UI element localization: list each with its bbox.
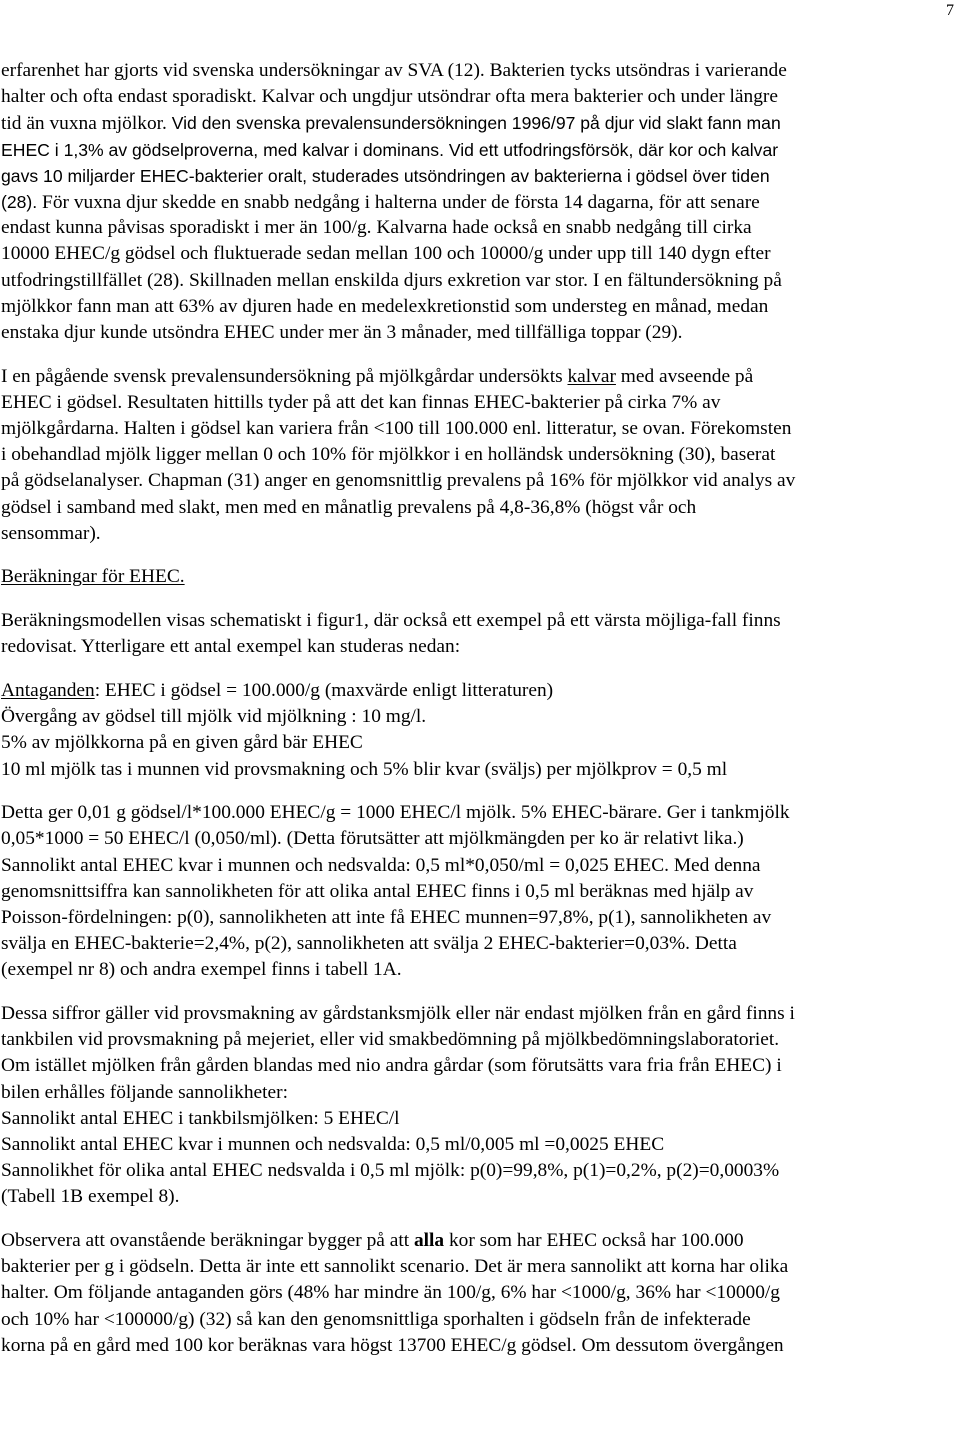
text-line — [1, 1106, 959, 1132]
text-line — [1, 853, 959, 879]
paragraph-gap — [1, 660, 959, 678]
text-line — [1, 1080, 959, 1106]
text-span: Beräkningar för EHEC. — [1, 566, 185, 588]
text-line — [1, 495, 959, 521]
text-span: korna på en gård med 100 kor beräknas vara högst 13700 EHEC/g gödsel. Om dessutom övergången — [1, 1334, 784, 1356]
text-span: EHEC i gödsel. Resultaten hittills tyder på att det kan finnas EHEC-bakterier på cirka 7% av — [1, 391, 721, 413]
text-line — [1, 320, 959, 346]
text-line — [1, 931, 959, 957]
text-span: 10000 EHEC/g gödsel och fluktuerade sedan mellan 100 och 10000/g under upp till 140 dygn efter — [1, 243, 771, 265]
text-span: gavs 10 miljarder EHEC-bakterier oralt, studerades utsöndringen av bakterierna i gödsel över tiden — [1, 165, 770, 186]
text-line — [1, 634, 959, 660]
text-line — [1, 1280, 959, 1306]
paragraph — [1, 608, 959, 660]
text-span: Övergång av gödsel till mjölk vid mjölkning : 10 mg/l. — [1, 706, 427, 728]
paragraph — [1, 364, 959, 547]
text-span: erfarenhet har gjorts vid svenska undersökningar av SVA (12). Bakterien tycks utsöndras i varierande — [1, 60, 787, 81]
text-line — [1, 215, 959, 241]
text-line — [1, 241, 959, 267]
paragraph — [1, 564, 959, 590]
text-span: 5% av mjölkkorna på en given gård bär EHEC — [1, 732, 363, 754]
text-span: (exempel nr 8) och andra exempel finns i tabell 1A. — [1, 959, 402, 981]
text-span: bilen erhålles följande sannolikheter: — [1, 1081, 288, 1103]
paragraph-gap — [1, 591, 959, 609]
text-line — [1, 1027, 959, 1053]
text-line — [1, 189, 959, 215]
text-line — [1, 1132, 959, 1158]
text-line — [1, 364, 959, 390]
text-span: Poisson-fördelningen: p(0), sannolikheten att inte få EHEC munnen=97,8%, p(1), sannolikheten av — [1, 906, 772, 928]
text-line — [1, 1158, 959, 1184]
text-span: i obehandlad mjölk ligger mellan 0 och 10% för mjölkkor i en holländsk undersökning (30), baserat — [1, 444, 776, 466]
text-line — [1, 1053, 959, 1079]
page-number: 7 — [946, 2, 954, 19]
text-line — [1, 137, 959, 163]
text-span: kalvar — [567, 365, 616, 387]
text-span: Sannolikhet för olika antal EHEC nedsvalda i 0,5 ml mjölk: p(0)=99,8%, p(1)=0,2%, p(2)=0,0003% — [1, 1160, 780, 1182]
text-span: 0,05*1000 = 50 EHEC/l (0,050/ml). (Detta förutsätter att mjölkmängden per ko är relativt lika.) — [1, 828, 744, 850]
text-span: halter och ofta endast sporadiskt. Kalvar och ungdjur utsöndrar ofta mera bakterier och under längre — [1, 86, 778, 108]
text-line — [1, 704, 959, 730]
text-span: Antaganden — [1, 679, 95, 701]
text-span: mjölkgårdarna. Halten i gödsel kan variera från <100 till 100.000 enl. litteratur, se ovan. Förekomsten — [1, 417, 792, 439]
text-span: och 10% har <100000/g) (32) så kan den genomsnittliga sporhalten i gödseln från de infekterade — [1, 1308, 751, 1330]
text-span: 10 ml mjölk tas i munnen vid provsmakning och 5% blir kvar (sväljs) per mjölkprov = 0,5 ml — [1, 758, 728, 780]
text-line — [1, 442, 959, 468]
text-line — [1, 110, 959, 136]
text-span: svälja en EHEC-bakterie=2,4%, p(2), sannolikheten att svälja 2 EHEC-bakterier=0,03%. Detta — [1, 933, 737, 955]
text-line — [1, 268, 959, 294]
paragraph-gap — [1, 547, 959, 565]
text-line — [1, 1307, 959, 1333]
text-span: enstaka djur kunde utsöndra EHEC under mer än 3 månader, med tillfälliga toppar (29). — [1, 321, 683, 343]
paragraph — [1, 58, 959, 346]
text-span: (Tabell 1B exempel 8). — [1, 1186, 180, 1208]
paragraph — [1, 1001, 959, 1211]
text-line — [1, 678, 959, 704]
text-line — [1, 879, 959, 905]
text-span: mjölkkor fann man att 63% av djuren hade en medelexkretionstid som understeg en månad, medan — [1, 295, 769, 317]
text-span: alla — [413, 1230, 445, 1251]
text-line — [1, 730, 959, 756]
text-line — [1, 757, 959, 783]
paragraph — [1, 800, 959, 983]
text-line — [1, 1333, 959, 1359]
text-line — [1, 163, 959, 189]
text-line — [1, 390, 959, 416]
text-line — [1, 521, 959, 547]
text-span: på gödselanalyser. Chapman (31) anger en genomsnittlig prevalens på 16% för mjölkkor vid analys av — [1, 470, 796, 492]
text-line — [1, 564, 959, 590]
text-line — [1, 826, 959, 852]
text-span: tankbilen vid provsmakning på mejeriet, eller vid smakbedömning på mjölkbedömningslaboratoriet. — [1, 1029, 780, 1051]
text-span: EHEC i 1,3% av gödselproverna, med kalvar i dominans. — [1, 139, 444, 160]
text-line — [1, 905, 959, 931]
text-span: Sannolikt antal EHEC kvar i munnen och nedsvalda: 0,5 ml*0,050/ml = 0,025 EHEC. Med denna — [1, 854, 761, 876]
text-span: Dessa siffror gäller vid provsmakning av gårdstanksmjölk eller när endast mjölken från en gård finns i — [1, 1003, 795, 1024]
text-line — [1, 1254, 959, 1280]
text-span: med avseende på — [615, 365, 754, 387]
text-span: Observera att ovanstående beräkningar bygger på att — [1, 1230, 414, 1251]
text-span: Vid den svenska prevalensundersökningen 1996/97 på djur vid slakt fann man — [171, 113, 781, 134]
text-span: Beräkningsmodellen visas schematiskt i figur1, där också ett exempel på ett värsta möjliga-fall finns — [1, 610, 781, 632]
text-span: redovisat. Ytterligare ett antal exempel kan studeras nedan: — [1, 636, 461, 658]
paragraph-gap — [1, 346, 959, 364]
paragraph-gap — [1, 783, 959, 801]
text-line — [1, 84, 959, 110]
paragraph — [1, 1228, 959, 1359]
text-line — [1, 608, 959, 634]
text-span: kor som har EHEC också har 100.000 — [444, 1230, 744, 1251]
text-span: Om istället mjölken från gården blandas med nio andra gårdar (som förutsätts vara fria från EHEC) i — [1, 1055, 782, 1077]
text-span: bakterier per g i gödseln. Detta är inte ett sannolikt scenario. Det är mera sannolikt att korna har olika — [1, 1256, 789, 1278]
text-span: I en pågående svensk prevalensundersökning på mjölkgårdar undersökts — [1, 365, 568, 387]
text-line — [1, 294, 959, 320]
text-span: sensommar). — [1, 522, 101, 544]
text-line — [1, 800, 959, 826]
text-line — [1, 1001, 959, 1027]
text-span: : EHEC i gödsel = 100.000/g (maxvärde enligt litteraturen) — [94, 679, 554, 701]
text-span: Detta ger 0,01 g gödsel/l*100.000 EHEC/g = 1000 EHEC/l mjölk. 5% EHEC-bärare. Ger i tankmjölk — [1, 802, 790, 824]
text-line — [1, 957, 959, 983]
body-text — [1, 58, 959, 1359]
text-span: endast kunna påvisas sporadiskt i mer än 100/g. Kalvarna hade också en snabb nedgång till cirka — [1, 217, 752, 239]
text-line — [1, 416, 959, 442]
text-span: Sannolikt antal EHEC i tankbilsmjölken: 5 EHEC/l — [1, 1107, 400, 1129]
text-span: tid än vuxna mjölkor. — [1, 113, 172, 135]
paragraph-gap — [1, 984, 959, 1002]
text-span: halter. Om följande antaganden görs (48% har mindre än 100/g, 6% har <1000/g, 36% har <10000/g — [1, 1282, 780, 1304]
text-span: Vid ett utfodringsförsök, där kor och kalvar — [448, 139, 779, 160]
text-span: Sannolikt antal EHEC kvar i munnen och nedsvalda: 0,5 ml/0,005 ml =0,0025 EHEC — [1, 1133, 665, 1155]
paragraph — [1, 678, 959, 783]
text-line — [1, 468, 959, 494]
text-span: För vuxna djur skedde en snabb nedgång i halterna under de första 14 dagarna, för att senare — [37, 191, 760, 213]
text-span: genomsnittsiffra kan sannolikheten för att olika antal EHEC finns i 0,5 ml beräknas med hjälp av — [1, 880, 754, 902]
text-line — [1, 58, 959, 84]
text-line — [1, 1184, 959, 1210]
text-span: gödsel i samband med slakt, men med en månatlig prevalens på 4,8-36,8% (högst vår och — [1, 496, 697, 518]
text-span: utfodringstillfället (28). Skillnaden mellan enskilda djurs exkretion var stor. I en fältundersökning på — [1, 269, 782, 291]
text-line — [1, 1228, 959, 1254]
text-span: (28). — [1, 191, 38, 212]
paragraph-gap — [1, 1211, 959, 1229]
